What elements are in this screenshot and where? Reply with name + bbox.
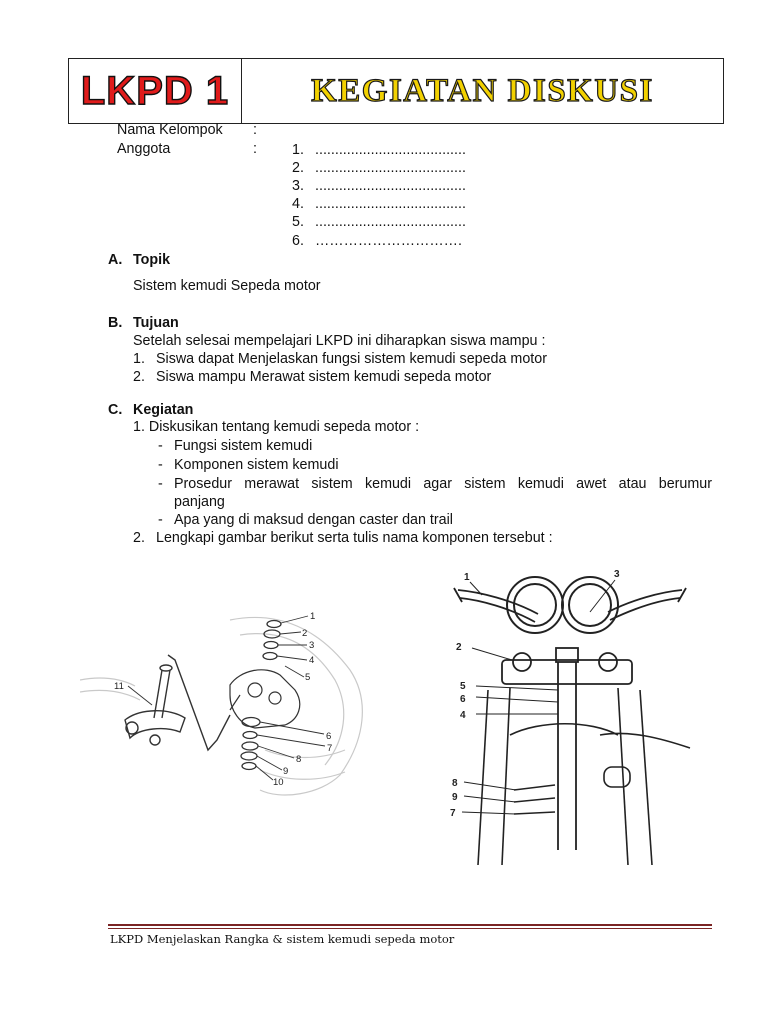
objective-number: 2.: [133, 369, 145, 385]
member-blank-line[interactable]: ......................................: [315, 196, 466, 212]
member-number: 3.: [292, 178, 304, 194]
members-label: Anggota: [117, 141, 171, 157]
upper-bracket-part: [230, 670, 300, 728]
part-label: 2: [456, 642, 462, 653]
bullet-dash: -: [158, 438, 163, 454]
section-a-letter: A.: [108, 252, 123, 268]
bullet-item: Komponen sistem kemudi: [174, 457, 339, 473]
objective-number: 1.: [133, 351, 145, 367]
bullet-dash: -: [158, 457, 163, 473]
part-label: 5: [460, 681, 466, 692]
members-colon: :: [253, 141, 257, 157]
activity-step-2: Lengkapi gambar berikut serta tulis nama komponen tersebut :: [156, 530, 553, 546]
part-label: 5: [305, 672, 311, 683]
section-b-heading: Tujuan: [133, 315, 179, 331]
background-frame-outline: [80, 617, 362, 795]
footer-rule-thin: [108, 928, 712, 929]
group-name-colon: :: [253, 122, 257, 138]
objective-intro: Setelah selesai mempelajari LKPD ini diharapkan siswa mampu :: [133, 333, 546, 349]
part-label: 2: [302, 628, 308, 639]
part-label: 1: [464, 572, 470, 583]
header-title-cell: [242, 59, 723, 123]
steering-exploded-diagram: [80, 600, 380, 805]
part-label: 7: [327, 743, 333, 754]
member-blank-line[interactable]: ......................................: [315, 214, 466, 230]
section-c-letter: C.: [108, 402, 123, 418]
group-name-label: Nama Kelompok: [117, 122, 223, 138]
part-label: 9: [283, 766, 289, 777]
member-blank-line[interactable]: ......................................: [315, 160, 466, 176]
bullet-item: Apa yang di maksud dengan caster dan trail: [174, 512, 453, 528]
part-label: 3: [309, 640, 315, 651]
steering-head-diagram: [440, 560, 700, 865]
steering-stem-part: [125, 655, 230, 750]
bullet-item-continuation: panjang: [174, 494, 225, 510]
part-label: 6: [326, 731, 332, 742]
footer-text: LKPD Menjelaskan Rangka & sistem kemudi sepeda motor: [110, 932, 455, 946]
bullet-dash: -: [158, 512, 163, 528]
section-c-heading: Kegiatan: [133, 402, 194, 418]
member-number: 1.: [292, 142, 304, 158]
part-label: 7: [450, 808, 456, 819]
part-label: 6: [460, 694, 466, 705]
activity-step-1: 1. Diskusikan tentang kemudi sepeda motor :: [133, 419, 420, 435]
speedometer-gauges: [507, 577, 618, 633]
part-label: 3: [614, 569, 620, 580]
part-label: 1: [310, 611, 316, 622]
leader-lines: [462, 580, 615, 814]
member-number: 5.: [292, 214, 304, 230]
front-fork-tubes: [478, 688, 690, 865]
part-label: 4: [309, 655, 315, 666]
member-number: 6.: [292, 233, 304, 249]
part-label: 9: [452, 792, 458, 803]
header-badge-cell: [69, 59, 242, 123]
section-a-heading: Topik: [133, 252, 171, 268]
activity-step-2-number: 2.: [133, 530, 145, 546]
objective-item: Siswa mampu Merawat sistem kemudi sepeda motor: [156, 369, 492, 385]
part-label: 8: [296, 754, 302, 765]
objective-item: Siswa dapat Menjelaskan fungsi sistem kemudi sepeda motor: [156, 351, 547, 367]
lkpd-badge: LKPD 1: [80, 69, 230, 113]
part-label: 4: [460, 710, 466, 721]
member-number: 2.: [292, 160, 304, 176]
bullet-item: Fungsi sistem kemudi: [174, 438, 313, 454]
part-label: 10: [273, 777, 284, 788]
bullet-item: Prosedur merawat sistem kemudi agar sistem kemudi awet atau berumur: [174, 476, 712, 492]
page-title: KEGIATAN DISKUSI: [311, 72, 654, 109]
upper-triple-clamp: [502, 648, 632, 850]
member-blank-line[interactable]: ......................................: [315, 142, 466, 158]
section-b-letter: B.: [108, 315, 123, 331]
bullet-dash: -: [158, 476, 163, 492]
member-number: 4.: [292, 196, 304, 212]
part-label: 11: [114, 681, 124, 692]
part-label: 8: [452, 778, 458, 789]
member-blank-line[interactable]: ......................................: [315, 178, 466, 194]
member-blank-line[interactable]: ………………………….: [315, 233, 462, 249]
header-box: [68, 58, 724, 124]
topic-text: Sistem kemudi Sepeda motor: [133, 278, 321, 294]
footer-rule: [108, 924, 712, 926]
